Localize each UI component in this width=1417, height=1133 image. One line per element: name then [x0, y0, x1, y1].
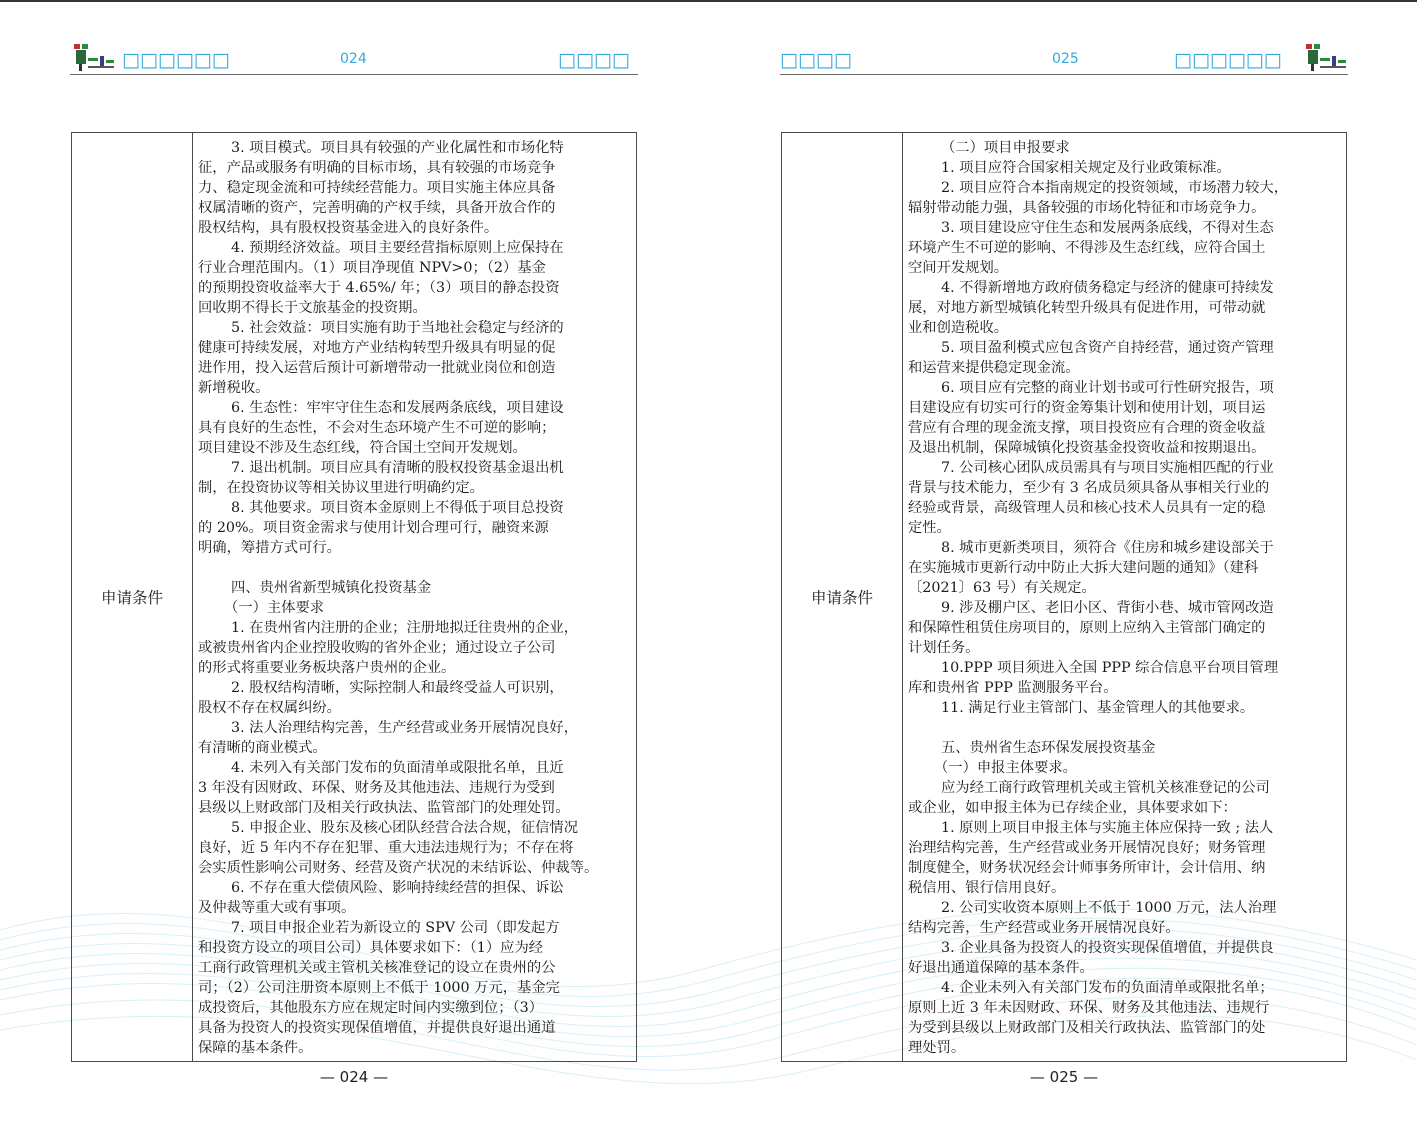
text-line: 4. 未列入有关部门发布的负面清单或限批名单，且近: [231, 760, 564, 776]
text-line: 股权不存在权属纠纷。: [198, 700, 341, 716]
text-line: 具有良好的生态性，不会对生态环境产生不可逆的影响；: [198, 420, 556, 436]
right-page: [776, 0, 1376, 1133]
text-line: 7. 公司核心团队成员需具有与项目实施相匹配的行业: [941, 460, 1274, 476]
text-line: 具备为投资人的投资实现保值增值，并提供良好退出通道: [198, 1020, 556, 1036]
text-line: （二）项目申报要求: [941, 140, 1070, 156]
text-line: 治理结构完善，生产经营或业务开展情况良好；财务管理: [908, 840, 1266, 856]
text-line: 2. 项目应符合本指南规定的投资领域，市场潜力较大，: [941, 180, 1289, 196]
conditions-table: [71, 132, 637, 1062]
text-line: 8. 其他要求。项目资本金原则上不得低于项目总投资: [231, 500, 564, 516]
conditions-table: [781, 132, 1347, 1062]
text-line: 6. 生态性：牢牢守住生态和发展两条底线，项目建设: [231, 400, 564, 416]
text-line: 或企业，如申报主体为已存续企业，具体要求如下：: [908, 800, 1237, 816]
text-line: 环境产生不可逆的影响、不得涉及生态红线，应符合国土: [908, 240, 1266, 256]
text-line: 6. 项目应有完整的商业计划书或可行性研究报告，项: [941, 380, 1274, 396]
text-line: 3 年没有因财政、环保、财务及其他违法、违规行为受到: [198, 780, 555, 796]
text-line: 税信用、银行信用良好。: [908, 880, 1066, 896]
text-line: 征，产品或服务有明确的目标市场，具有较强的市场竞争: [198, 160, 556, 176]
text-line: 回收期不得长于文旅基金的投资期。: [198, 300, 427, 316]
text-line: 11. 满足行业主管部门、基金管理人的其他要求。: [941, 700, 1255, 716]
text-line: 行业合理范围内。（1）项目净现值 NPV>0；（2）基金: [198, 260, 546, 276]
text-line: 展，对地方新型城镇化转型升级具有促进作用，可带动就: [908, 300, 1266, 316]
text-line: 8. 城市更新类项目，须符合《住房和城乡建设部关于: [941, 540, 1274, 556]
text-line: 四、贵州省新型城镇化投资基金: [231, 580, 432, 596]
text-line: 定性。: [908, 520, 951, 536]
text-line: 保障的基本条件。: [198, 1040, 313, 1056]
text-line: [908, 718, 1342, 738]
text-line: 目建设应有切实可行的资金筹集计划和使用计划，项目运: [908, 400, 1266, 416]
text-line: 五、贵州省生态环保发展投资基金: [941, 740, 1156, 756]
right-page-header: [780, 40, 1348, 75]
text-line: 背景与技术能力，至少有 3 名成员须具备从事相关行业的: [908, 480, 1270, 496]
text-line: 在实施城市更新行动中防止大拆大建问题的通知》（建科: [908, 560, 1259, 576]
text-line: 〔2021〕63 号）有关规定。: [908, 580, 1096, 596]
text-line: 4. 不得新增地方政府债务稳定与经济的健康可持续发: [941, 280, 1274, 296]
text-line: 空间开发规划。: [908, 260, 1009, 276]
text-line: 结构完善，生产经营或业务开展情况良好。: [908, 920, 1180, 936]
text-line: 和运营来提供稳定现金流。: [908, 360, 1080, 376]
header-brand-text: □□□□□□: [122, 49, 230, 71]
text-line: 库和贵州省 PPP 监测服务平台。: [908, 680, 1118, 696]
text-line: 5. 申报企业、股东及核心团队经营合法合规，征信情况: [231, 820, 579, 836]
left-page: [66, 0, 666, 1133]
text-line: 业和创造税收。: [908, 320, 1009, 336]
header-section-text: □□□□: [558, 49, 630, 71]
text-line: 良好，近 5 年内不存在犯罪、重大违法违规行为；不存在将: [198, 840, 574, 856]
text-line: 4. 预期经济效益。项目主要经营指标原则上应保持在: [231, 240, 564, 256]
left-page-header: [70, 40, 638, 75]
header-brand-text: □□□□□□: [1174, 49, 1282, 71]
text-line: 3. 项目模式。项目具有较强的产业化属性和市场化特: [231, 140, 564, 156]
text-line: 10.PPP 项目须进入全国 PPP 综合信息平台项目管理: [941, 660, 1279, 676]
text-line: 原则上近 3 年未因财政、环保、财务及其他违法、违规行: [908, 1000, 1270, 1016]
header-section-text: □□□□: [780, 49, 852, 71]
text-line: 新增税收。: [198, 380, 270, 396]
table-content-cell: [904, 133, 1346, 1061]
text-line: 和保障性租赁住房项目的，原则上应纳入主管部门确定的: [908, 620, 1266, 636]
text-line: 4. 企业未列入有关部门发布的负面清单或限批名单；: [941, 980, 1274, 996]
text-line: 的形式将重要业务板块落户贵州的企业。: [198, 660, 456, 676]
text-line: 成投资后，其他股东方应在规定时间内实缴到位；（3）: [198, 1000, 544, 1016]
text-line: 1. 在贵州省内注册的企业；注册地拟迁往贵州的企业，: [231, 620, 579, 636]
text-line: 经验或背景，高级管理人员和核心技术人员具有一定的稳: [908, 500, 1266, 516]
text-line: 或被贵州省内企业控股收购的省外企业；通过设立子公司: [198, 640, 556, 656]
text-line: 5. 社会效益：项目实施有助于当地社会稳定与经济的: [231, 320, 564, 336]
text-line: 及仲裁等重大或有事项。: [198, 900, 356, 916]
table-label-cell: 申请条件: [782, 133, 903, 1061]
text-line: 进作用，投入运营后预计可新增带动一批就业岗位和创造: [198, 360, 556, 376]
text-line: 好退出通道保障的基本条件。: [908, 960, 1094, 976]
text-line: 股权结构，具有股权投资基金进入的良好条件。: [198, 220, 499, 236]
text-line: 司；（2）公司注册资本原则上不低于 1000 万元，基金完: [198, 980, 560, 996]
page-footer-number: — 024 —: [319, 1068, 389, 1086]
brand-logo-icon: [70, 42, 118, 72]
text-line: 的预期投资收益率大于 4.65%/ 年；（3）项目的静态投资: [198, 280, 560, 296]
text-line: 7. 退出机制。项目应具有清晰的股权投资基金退出机: [231, 460, 564, 476]
brand-logo-icon: [1302, 42, 1350, 72]
text-line: 3. 法人治理结构完善，生产经营或业务开展情况良好，: [231, 720, 579, 736]
table-content-cell: [194, 133, 636, 1061]
text-line: 的 20%。项目资金需求与使用计划合理可行，融资来源: [198, 520, 549, 536]
text-line: 工商行政管理机关或主管机关核准登记的设立在贵州的公: [198, 960, 556, 976]
text-line: 1. 原则上项目申报主体与实施主体应保持一致 ; 法人: [941, 820, 1274, 836]
header-page-number: 024: [340, 51, 367, 67]
text-line: 项目建设不涉及生态红线，符合国土空间开发规划。: [198, 440, 527, 456]
text-line: 7. 项目申报企业若为新设立的 SPV 公司（即发起方: [231, 920, 560, 936]
text-line: 营应有合理的现金流支撑，项目投资应有合理的资金收益: [908, 420, 1266, 436]
text-line: 会实质性影响公司财务、经营及资产状况的未结诉讼、仲裁等。: [198, 860, 599, 876]
text-line: 6. 不存在重大偿债风险、影响持续经营的担保、诉讼: [231, 880, 564, 896]
text-line: （一）申报主体要求。: [934, 760, 1077, 776]
text-line: 理处罚。: [908, 1040, 966, 1056]
text-line: 力、稳定现金流和可持续经营能力。项目实施主体应具备: [198, 180, 556, 196]
table-label-cell: 申请条件: [72, 133, 193, 1061]
text-line: 3. 项目建设应守住生态和发展两条底线，不得对生态: [941, 220, 1274, 236]
text-line: 权属清晰的资产，完善明确的产权手续，具备开放合作的: [198, 200, 556, 216]
text-line: （一）主体要求: [224, 600, 325, 616]
text-line: 9. 涉及棚户区、老旧小区、背街小巷、城市管网改造: [941, 600, 1274, 616]
text-line: 应为经工商行政管理机关或主管机关核准登记的公司: [941, 780, 1270, 796]
text-line: 明确，筹措方式可行。: [198, 540, 341, 556]
text-line: 制度健全，财务状况经会计师事务所审计，会计信用、纳: [908, 860, 1266, 876]
text-line: 1. 项目应符合国家相关规定及行业政策标准。: [941, 160, 1231, 176]
text-line: 制，在投资协议等相关协议里进行明确约定。: [198, 480, 484, 496]
page-footer-number: — 025 —: [1029, 1068, 1099, 1086]
text-line: [198, 558, 632, 578]
text-line: 2. 股权结构清晰，实际控制人和最终受益人可识别，: [231, 680, 564, 696]
header-page-number: 025: [1052, 51, 1079, 67]
text-line: 有清晰的商业模式。: [198, 740, 327, 756]
text-line: 及退出机制，保障城镇化投资基金投资收益和按期退出。: [908, 440, 1266, 456]
text-line: 健康可持续发展，对地方产业结构转型升级具有明显的促: [198, 340, 556, 356]
text-line: 2. 公司实收资本原则上不低于 1000 万元，法人治理: [941, 900, 1277, 916]
text-line: 辐射带动能力强，具备较强的市场化特征和市场竞争力。: [908, 200, 1266, 216]
text-line: 为受到县级以上财政部门及相关行政执法、监管部门的处: [908, 1020, 1266, 1036]
text-line: 和投资方设立的项目公司）具体要求如下：（1）应为经: [198, 940, 544, 956]
text-line: 计划任务。: [908, 640, 980, 656]
text-line: 5. 项目盈利模式应包含资产自持经营，通过资产管理: [941, 340, 1274, 356]
text-line: 3. 企业具备为投资人的投资实现保值增值，并提供良: [941, 940, 1274, 956]
text-line: 县级以上财政部门及相关行政执法、监管部门的处理处罚。: [198, 800, 570, 816]
